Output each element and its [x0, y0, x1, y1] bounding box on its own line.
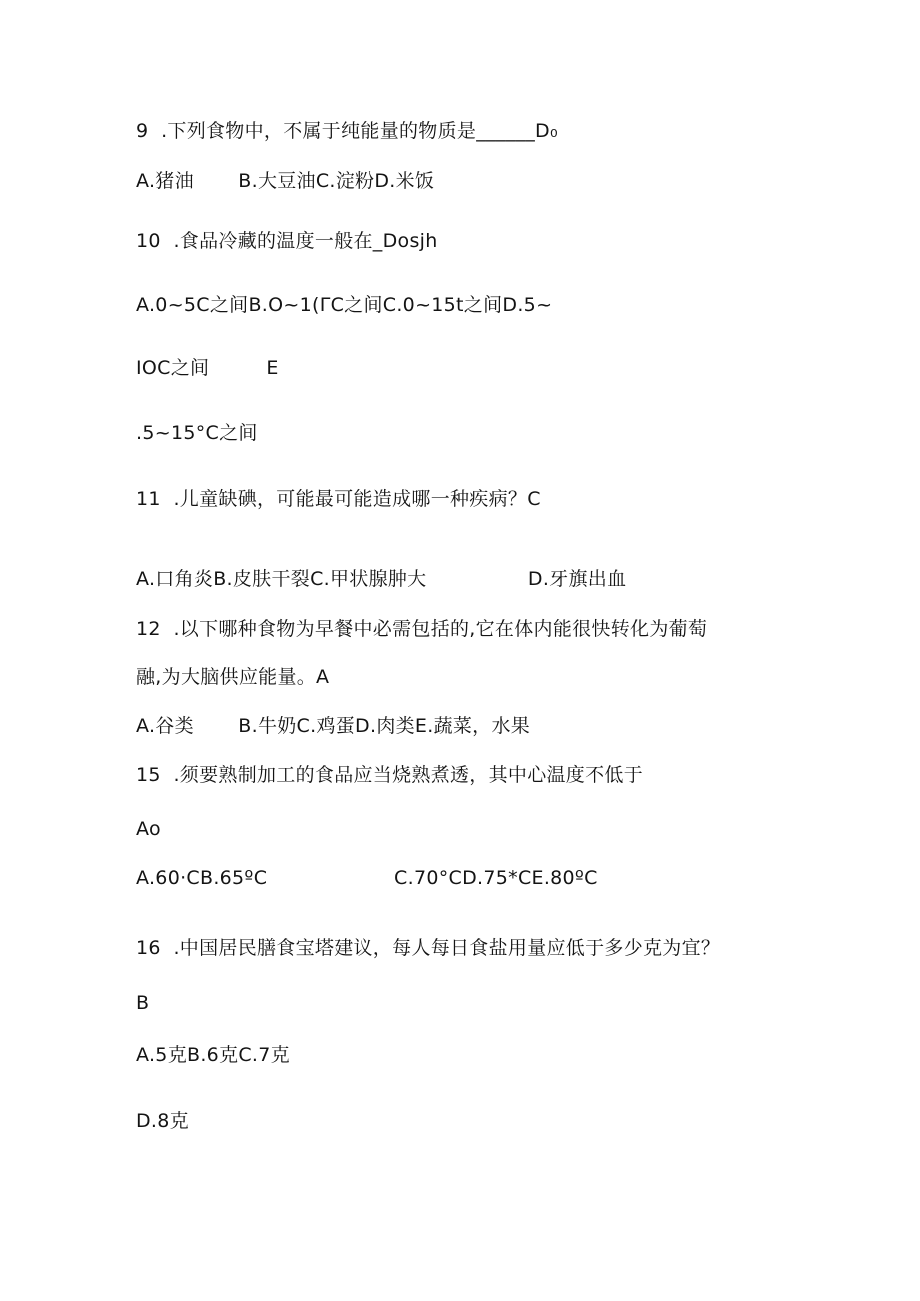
- question-16-options-cont: D.8克: [136, 1110, 189, 1132]
- question-9-options: A.猪油 B.大豆油C.淀粉D.米饭: [136, 170, 435, 192]
- question-10-options-cont: IOC之间 E: [136, 357, 279, 379]
- question-10: 10 .食品冷藏的温度一般在_Dosjh: [136, 230, 438, 252]
- question-15-answer: Ao: [136, 818, 161, 840]
- question-12-cont: 融,为大脑供应能量。A: [136, 666, 330, 688]
- question-10-options: A.0~5C之间B.O~1(ΓC之间C.0~15t之间D.5~: [136, 294, 553, 316]
- question-10-options-cont-2: .5~15°C之间: [136, 422, 258, 444]
- question-15: 15 .须要熟制加工的食品应当烧熟煮透，其中心温度不低于: [136, 764, 643, 786]
- question-16: 16 .中国居民膳食宝塔建议，每人每日食盐用量应低于多少克为宜？: [136, 937, 721, 959]
- question-11: 11 .儿童缺碘，可能最可能造成哪一种疾病？C: [136, 488, 541, 510]
- question-11-options: A.口角炎B.皮肤干裂C.甲状腺肿大 D.牙旗出血: [136, 568, 627, 590]
- question-9: 9 .下列食物中，不属于纯能量的物质是______D₀: [136, 120, 558, 142]
- question-16-options: A.5克B.6克C.7克: [136, 1044, 290, 1066]
- question-16-answer: B: [136, 992, 150, 1014]
- question-15-options: A.60·CB.65ºC C.70°CD.75*CE.80ºC: [136, 867, 598, 889]
- question-12-options: A.谷类 B.牛奶C.鸡蛋D.肉类E.蔬菜，水果: [136, 715, 531, 737]
- question-12: 12 .以下哪种食物为早餐中必需包括的,它在体内能很快转化为葡萄: [136, 618, 708, 640]
